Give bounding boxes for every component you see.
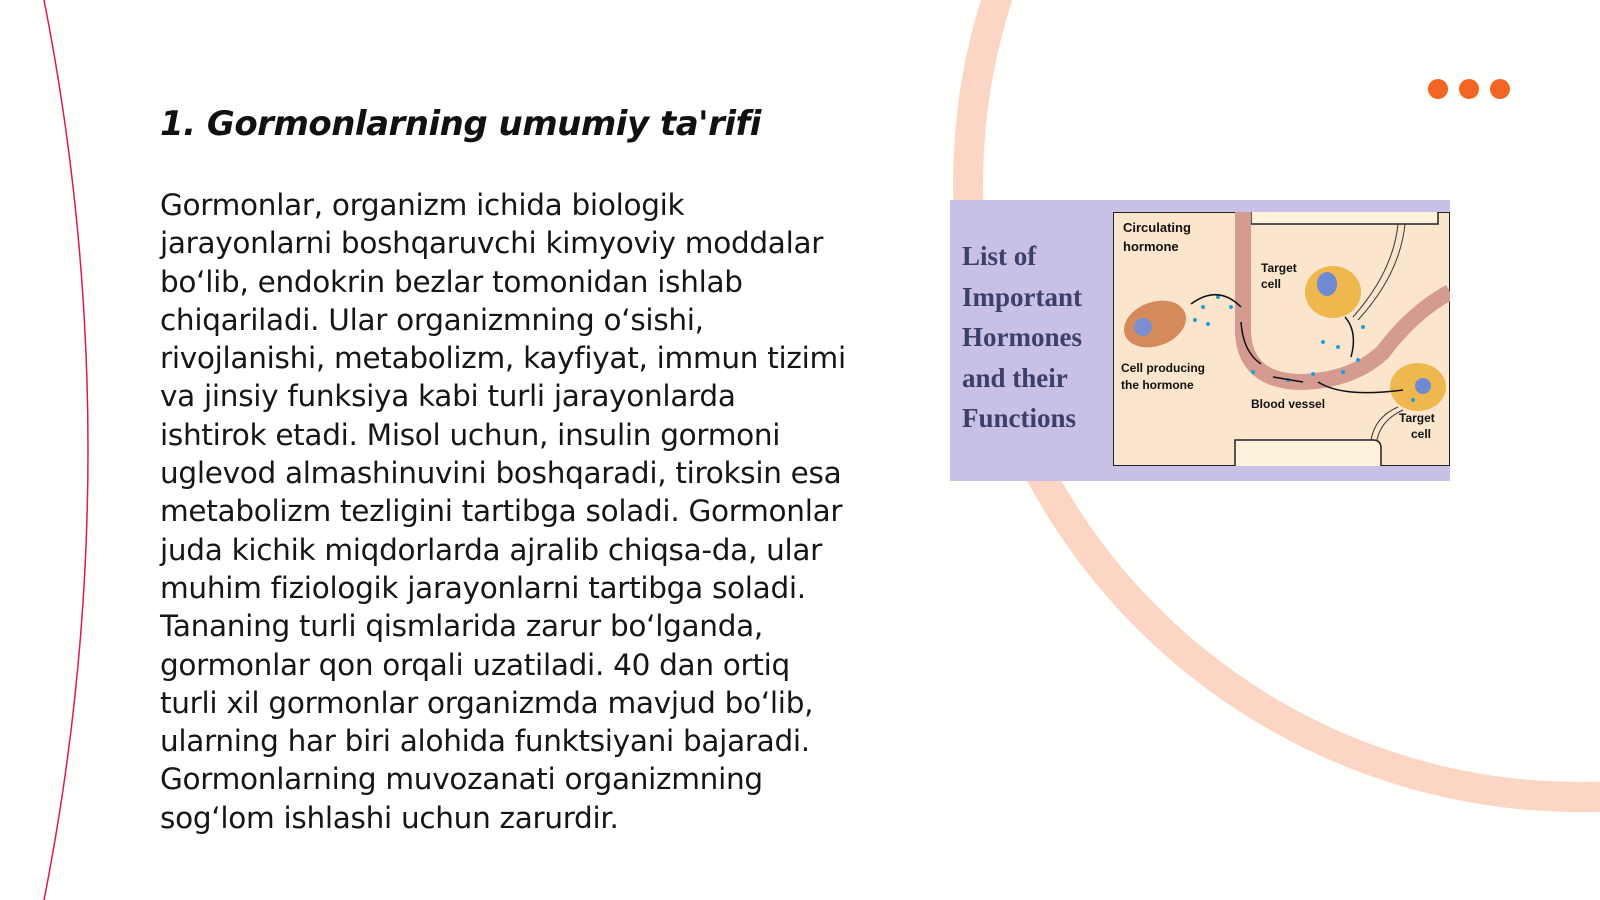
left-red-arc — [0, 0, 88, 900]
label-blood-vessel: Blood vessel — [1251, 397, 1326, 411]
decorative-dots — [1428, 79, 1510, 99]
slide-title: 1. Gormonlarning umumiy ta'rifi — [160, 104, 761, 144]
hormone-figure — [950, 200, 1450, 481]
label-circulating: Circulating — [1123, 220, 1191, 235]
label-target-bottom: Target — [1399, 411, 1435, 425]
caption-line: Hormones — [962, 322, 1082, 352]
slide-body-text: Gormonlar, organizm ichida biologik jarayonlarni boshqaruvchi kimyoviy moddalar bo‘lib, endokrin bezlar tomonidan ishlab chiqariladi. Ular organizmning o‘sishi, rivojlanishi, metabolizm, kayfiyat, immun tizimi va jinsiy funksiya kabi turli jarayonlarda ishtirok etadi. Misol uchun, insulin gormoni uglevod almashinuvini boshqaradi, tiroksin esa metabolizm tezligini tartibga soladi. Gormonlar juda kichik miqdorlarda ajralib chiqsa-da, ular muhim fiziologik jarayonlarni tartibga soladi. Tananing turli qismlarida zarur bo‘lganda, gormonlar qon orqali uzatiladi. 40 dan ortiq turli xil gormonlar organizmda mavjud bo‘lib, ularning har biri alohida funktsiyani bajaradi. Gormonlarning muvozanati organizmning sog‘lom ishlashi uchun zarurdir. — [160, 188, 846, 835]
label-cell-top: cell — [1261, 277, 1282, 291]
orange-dot-icon — [1459, 79, 1479, 99]
orange-dot-icon — [1428, 79, 1448, 99]
label-hormone: hormone — [1123, 239, 1179, 254]
label-target-top: Target — [1261, 261, 1297, 275]
caption-line: Important — [962, 281, 1082, 312]
hormone-diagram — [1113, 212, 1450, 466]
caption-line: Functions — [962, 403, 1077, 433]
label-cell-bottom: cell — [1411, 427, 1432, 441]
label-producing: Cell producing — [1121, 361, 1205, 375]
label-the-hormone: the hormone — [1121, 378, 1194, 392]
orange-dot-icon — [1490, 79, 1510, 99]
caption-line: List of — [962, 241, 1037, 271]
caption-line: and their — [962, 362, 1068, 393]
figure-caption — [962, 236, 1082, 439]
